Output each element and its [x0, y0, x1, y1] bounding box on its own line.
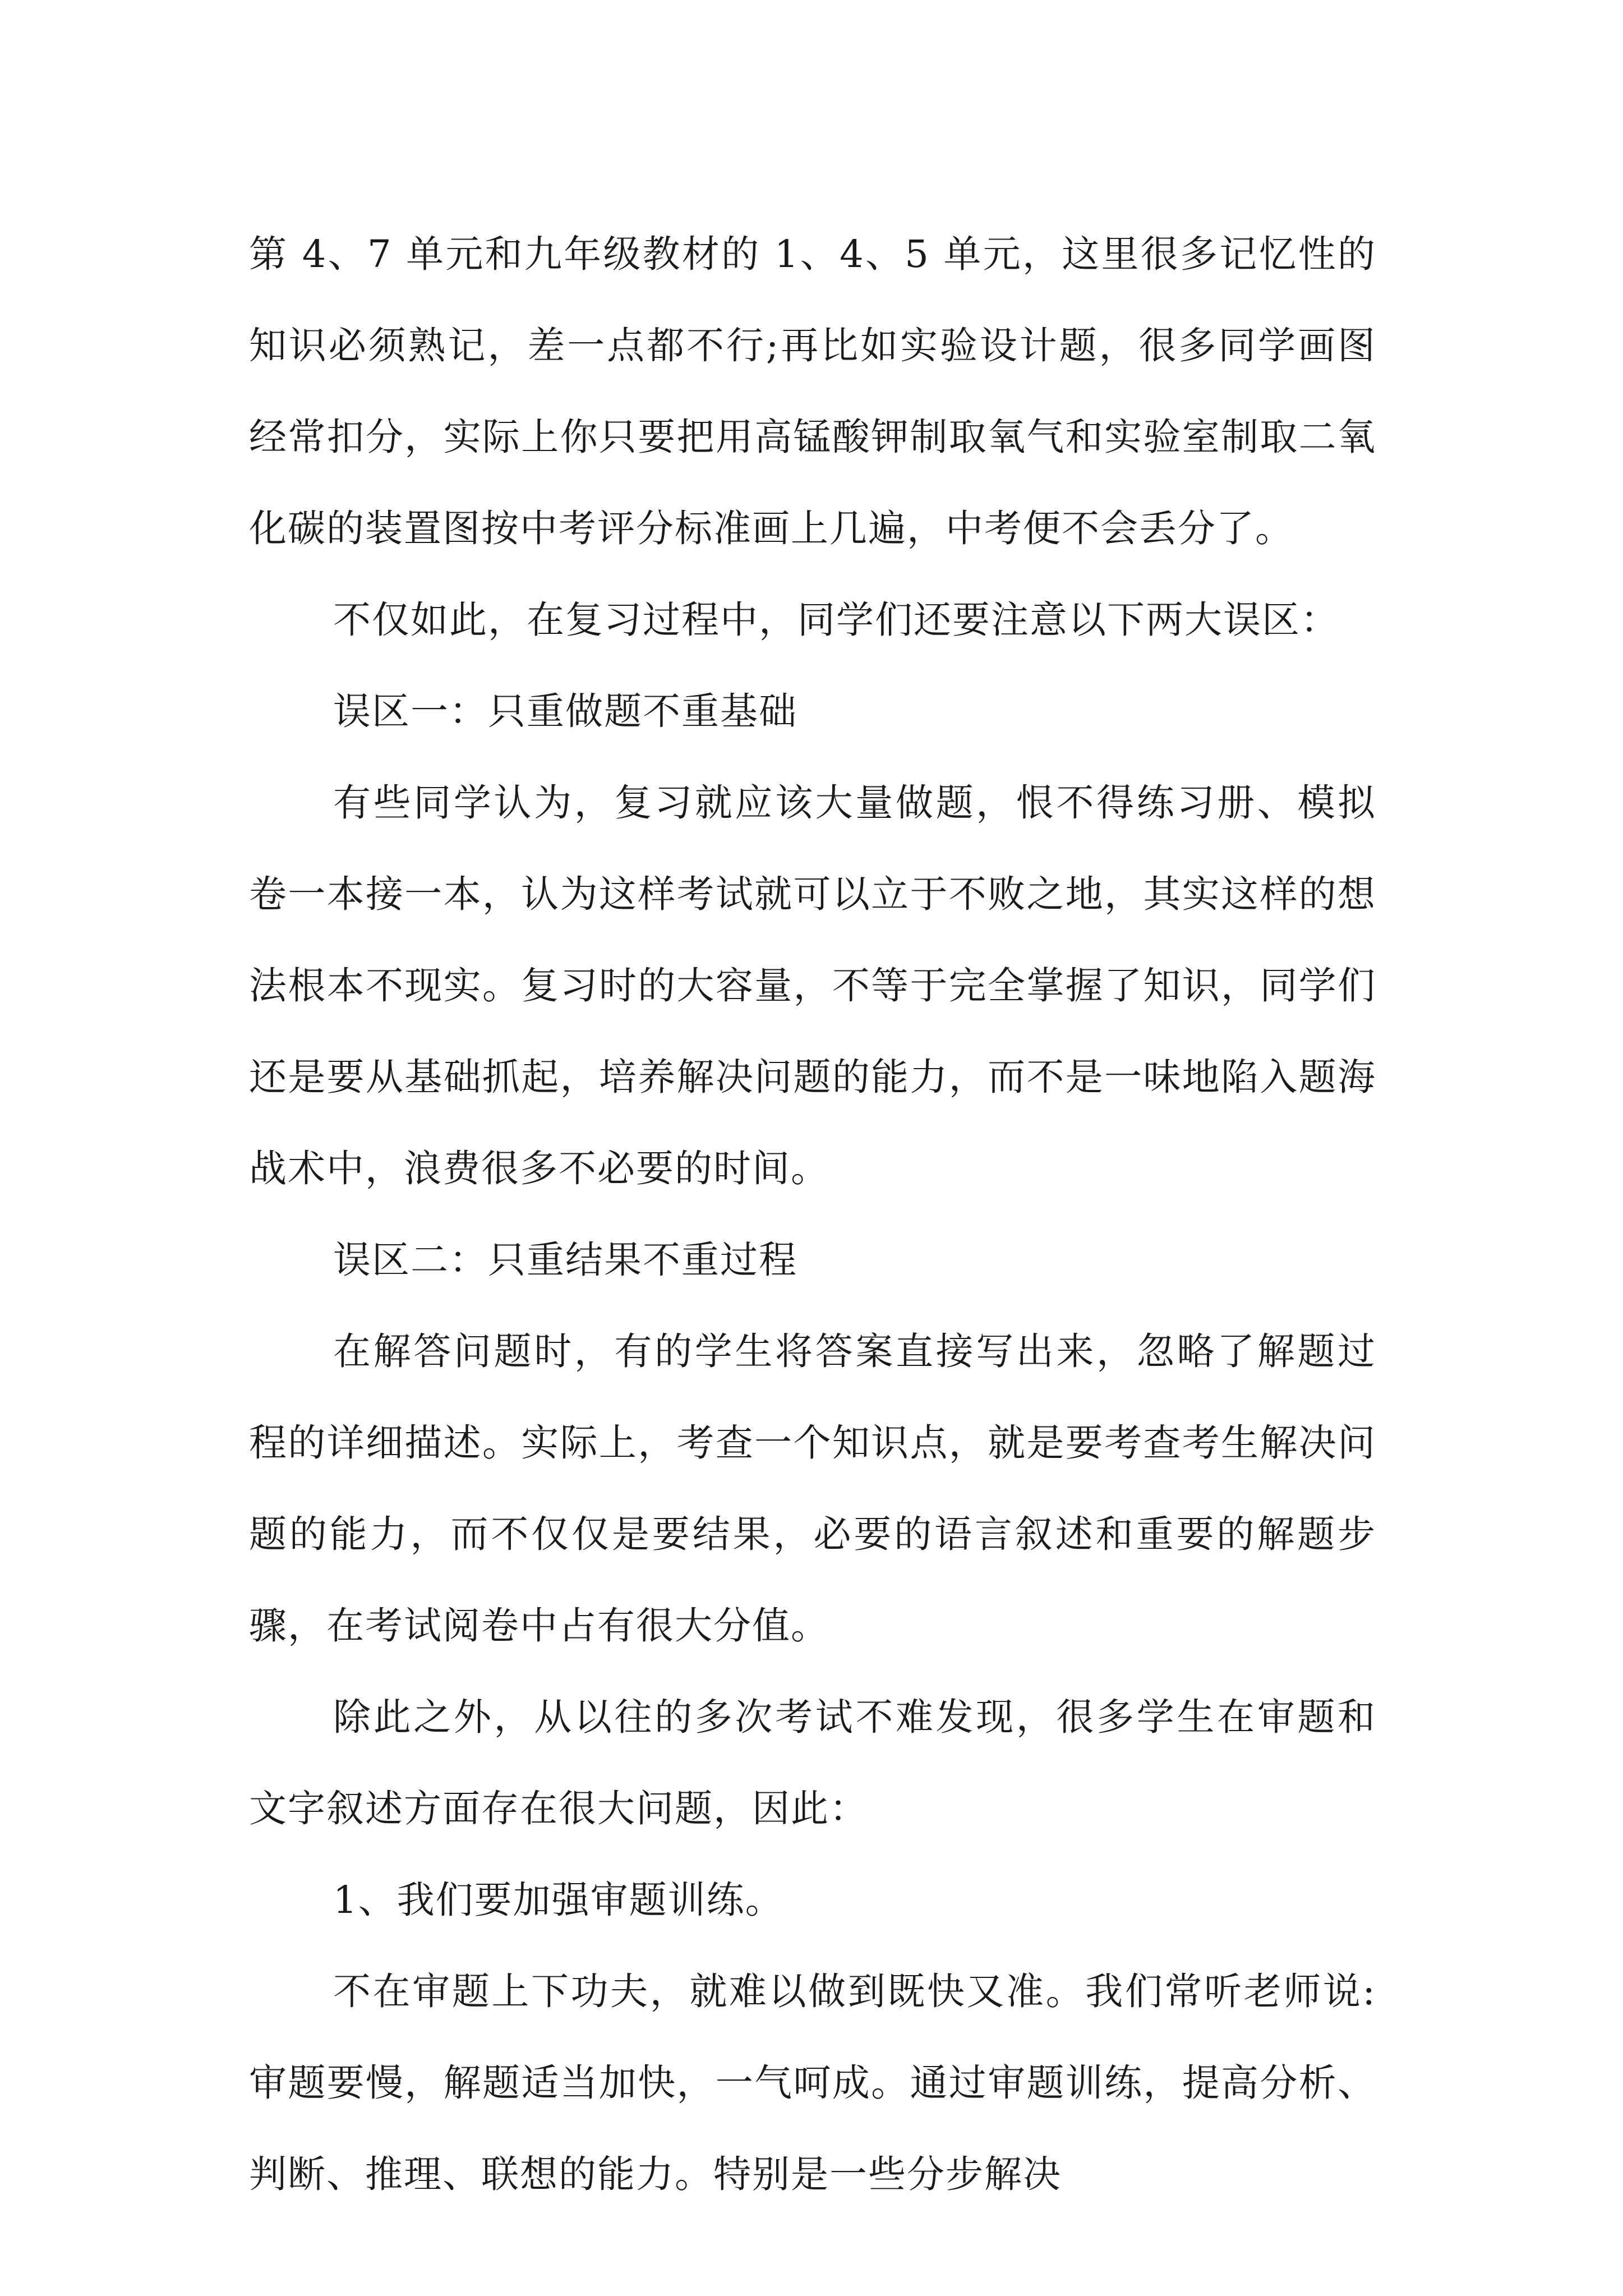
paragraph-5: 除此之外，从以往的多次考试不难发现，很多学生在审题和文字叙述方面存在很大问题，因此： [249, 1695, 1376, 1830]
heading-misconception-2: 误区二：只重结果不重过程 [333, 1238, 797, 1282]
paragraph-2: 不仅如此，在复习过程中，同学们还要注意以下两大误区： [333, 598, 1339, 642]
paragraph-3: 有些同学认为，复习就应该大量做题，恨不得练习册、模拟卷一本接一本，认为这样考试就可以立于不败之地，其实这样的想法根本不现实。复习时的大容量，不等于完全掌握了知识，同学们还是要从基础抓起，培养解决问题的能力，而不是一味地陷入题海战术中，浪费很多不必要的时间。 [249, 781, 1376, 1190]
document-body [249, 209, 1376, 2220]
list-item-1: 1、我们要加强审题训练。 [333, 1878, 784, 1922]
paragraph-6: 不在审题上下功夫，就难以做到既快又准。我们常听老师说: 审题要慢，解题适当加快，一气呵成。通过审题训练，提高分析、判断、推理、联想的能力。特别是一些分步解决 [249, 1970, 1376, 2196]
heading-misconception-1: 误区一：只重做题不重基础 [333, 689, 797, 733]
paragraph-1: 第 4、7 单元和九年级教材的 1、4、5 单元，这里很多记忆性的知识必须熟记，差一点都不行;再比如实验设计题，很多同学画图经常扣分，实际上你只要把用高锰酸钾制取氧气和实验室制取二氧化碳的装置图按中考评分标准画上几遍，中考便不会丢分了。 [249, 232, 1376, 550]
paragraph-4: 在解答问题时，有的学生将答案直接写出来，忽略了解题过程的详细描述。实际上，考查一个知识点，就是要考查考生解决问题的能力，而不仅仅是要结果，必要的语言叙述和重要的解题步骤，在考试阅卷中占有很大分值。 [249, 1329, 1376, 1648]
